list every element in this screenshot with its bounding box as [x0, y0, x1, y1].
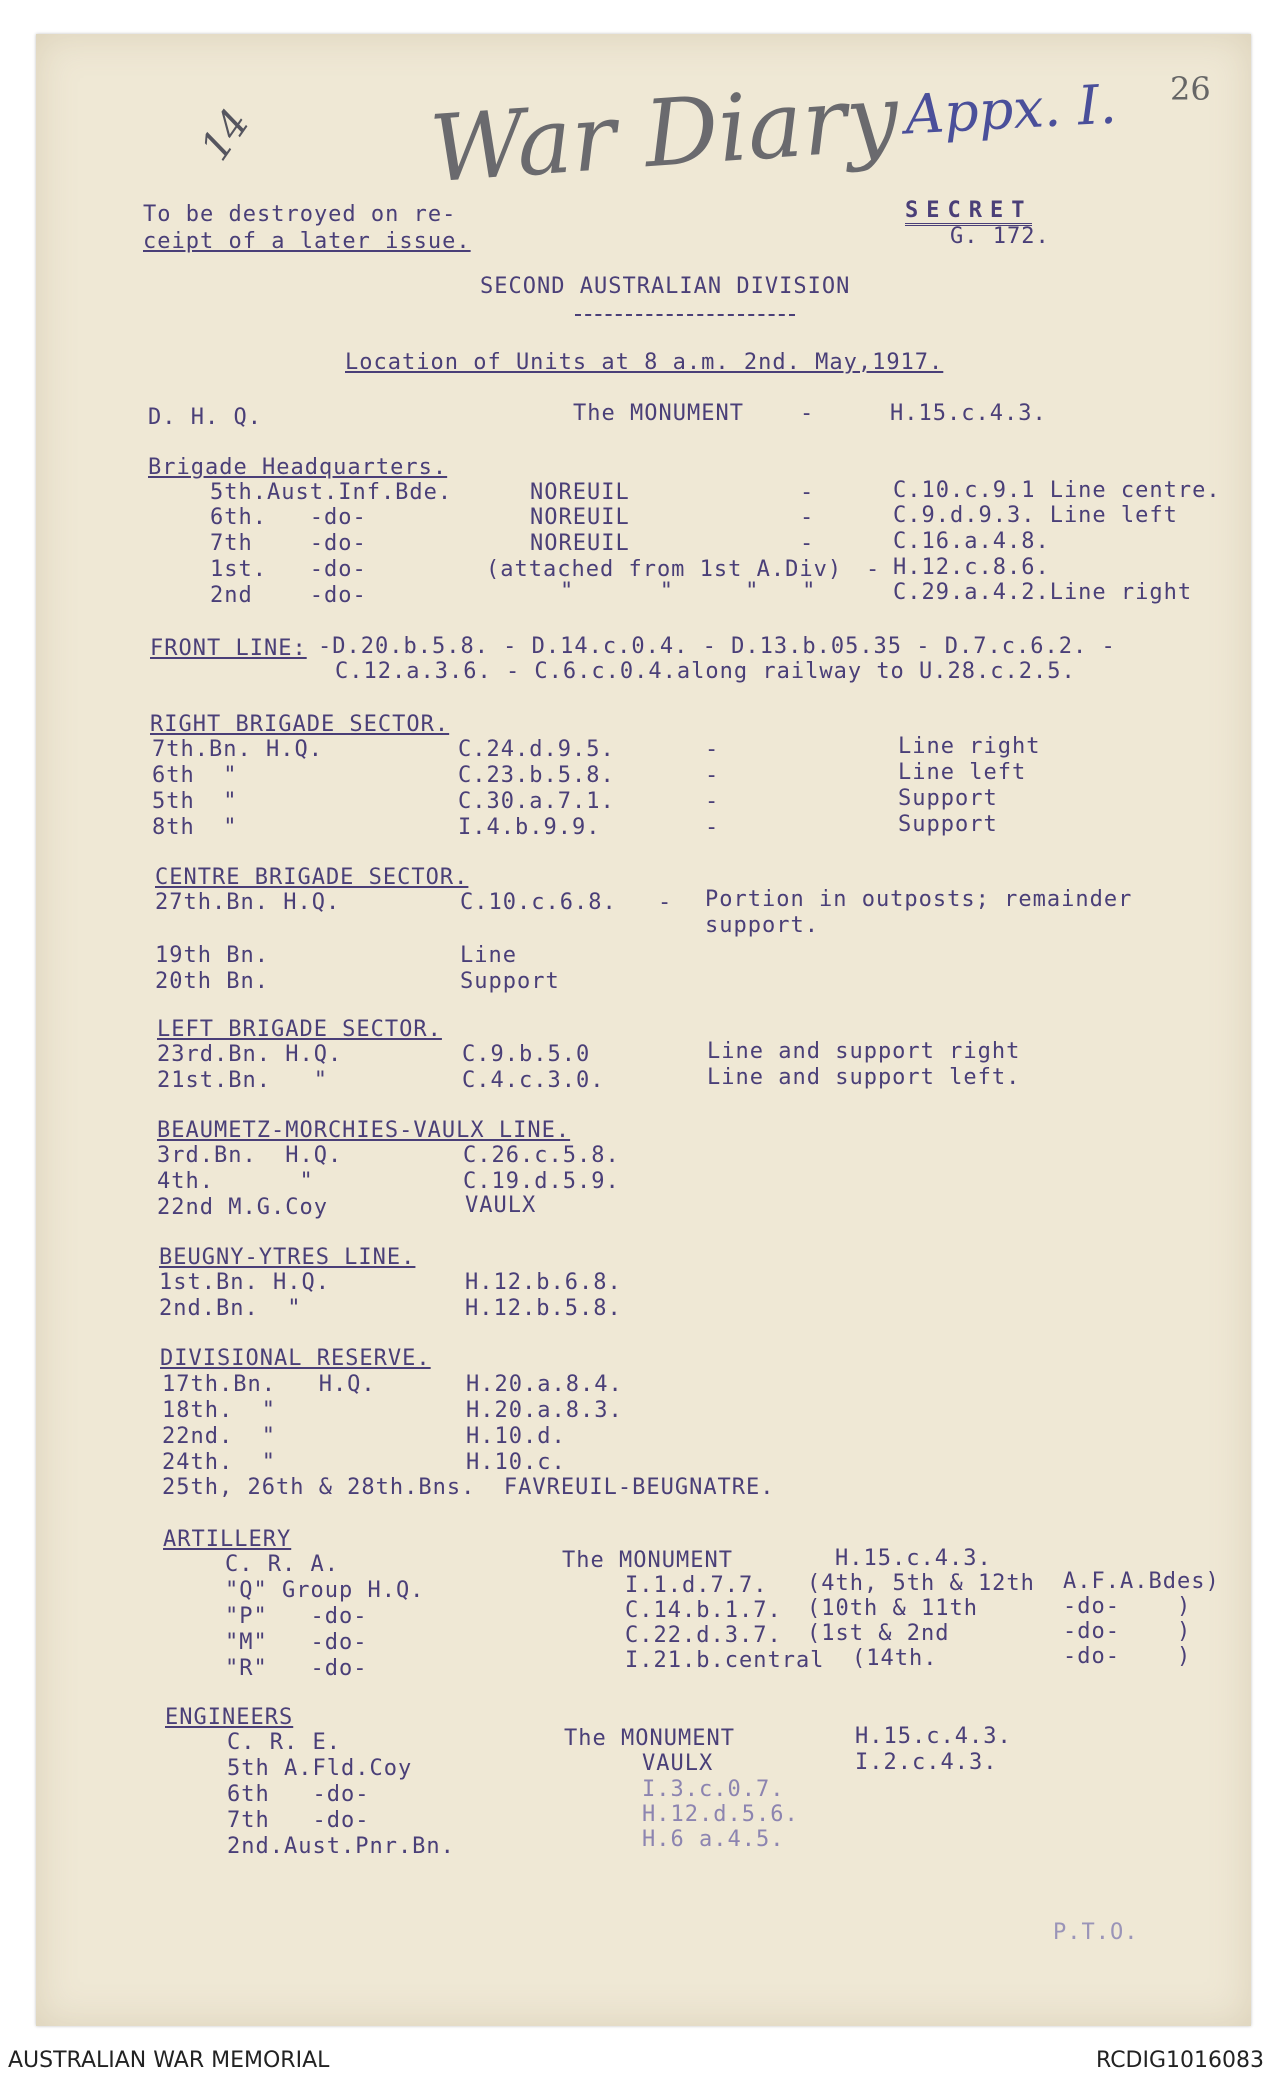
engineers-place: H.12.d.5.6. — [642, 1802, 799, 1827]
front-line-label: FRONT LINE: — [150, 636, 307, 661]
right-sector-heading: RIGHT BRIGADE SECTOR. — [150, 712, 450, 737]
engineers-ref: H.15.c.4.3. — [855, 1724, 1012, 1749]
left-role: Line and support right — [707, 1039, 1021, 1064]
centre-unit: 19th Bn. — [155, 943, 269, 968]
centre-hq-unit: 27th.Bn. H.Q. — [155, 890, 341, 915]
pto-note: P.T.O. — [1053, 1920, 1139, 1945]
destroy-notice-line1: To be destroyed on re- — [143, 202, 457, 227]
sector-role: Support — [898, 786, 998, 811]
left-ref: C.4.c.3.0. — [462, 1068, 605, 1093]
brigade-dash: - — [800, 505, 815, 530]
sector-dash: - — [705, 789, 720, 814]
by-unit: 1st.Bn. H.Q. — [159, 1270, 330, 1295]
engineers-unit: 2nd.Aust.Pnr.Bn. — [227, 1834, 455, 1859]
centre-ref: Line — [460, 943, 517, 968]
sector-dash: - — [705, 737, 720, 762]
sector-role: Line left — [898, 760, 1027, 785]
reserve-unit: 17th.Bn. H.Q. — [162, 1372, 376, 1397]
bmv-unit: 3rd.Bn. H.Q. — [157, 1143, 343, 1168]
secret-stamp: SECRET — [905, 198, 1032, 226]
left-role: Line and support left. — [707, 1065, 1021, 1090]
artillery-brigades: (1st & 2nd — [807, 1621, 950, 1646]
by-line-heading: BEUGNY-YTRES LINE. — [159, 1245, 416, 1270]
engineers-unit: 7th -do- — [227, 1808, 370, 1833]
brigade-dash: - — [866, 557, 881, 582]
reserve-unit: 22nd. " — [162, 1424, 276, 1449]
brigade-place: NOREUIL — [530, 505, 630, 530]
engineers-place: I.3.c.0.7. — [642, 1777, 785, 1802]
artillery-group: -do- ) — [1063, 1619, 1192, 1644]
artillery-unit: C. R. A. — [225, 1552, 339, 1577]
brigade-unit: 7th -do- — [210, 531, 367, 556]
reserve-unit: 24th. " — [162, 1450, 276, 1475]
handwritten-appendix: Appx. I. — [903, 72, 1118, 147]
reserve-ref: H.10.c. — [466, 1450, 566, 1475]
left-ref: C.9.b.5.0 — [462, 1042, 591, 1067]
by-ref: H.12.b.6.8. — [465, 1270, 622, 1295]
brigade-place: " " " " — [560, 579, 817, 604]
left-unit: 21st.Bn. " — [157, 1068, 328, 1093]
bmv-ref: C.19.d.5.9. — [463, 1169, 620, 1194]
sector-dash: - — [705, 763, 720, 788]
artillery-place: I.1.d.7.7. — [625, 1573, 768, 1598]
dhq-place: The MONUMENT — [573, 401, 744, 426]
division-title: SECOND AUSTRALIAN DIVISION — [480, 274, 851, 299]
handwritten-number: 14 — [192, 100, 259, 170]
div-reserve-heading: DIVISIONAL RESERVE. — [160, 1346, 431, 1371]
artillery-brigades: (4th, 5th & 12th — [807, 1571, 1035, 1596]
sector-unit: 7th.Bn. H.Q. — [152, 737, 323, 762]
brigade-dash: - — [800, 480, 815, 505]
footer-institution: AUSTRALIAN WAR MEMORIAL — [8, 2048, 330, 2073]
engineers-place: VAULX — [642, 1751, 714, 1776]
reserve-ref: H.20.a.8.4. — [466, 1372, 623, 1397]
engineers-unit: 5th A.Fld.Coy — [227, 1756, 413, 1781]
engineers-place: H.6 a.4.5. — [642, 1827, 785, 1852]
artillery-unit: "R" -do- — [225, 1656, 368, 1681]
reserve-ref: H.10.d. — [466, 1424, 566, 1449]
brigade-ref: C.29.a.4.2.Line right — [893, 580, 1193, 605]
front-line-line2: C.12.a.3.6. - C.6.c.0.4.along railway to U.28.c.2.5. — [335, 659, 1076, 684]
dhq-ref: H.15.c.4.3. — [890, 401, 1047, 426]
brigade-unit: 2nd -do- — [210, 583, 367, 608]
artillery-place: The MONUMENT — [562, 1548, 733, 1573]
sector-ref: C.24.d.9.5. — [458, 737, 615, 762]
artillery-heading: ARTILLERY — [163, 1527, 292, 1552]
destroy-notice-line2: ceipt of a later issue. — [143, 229, 471, 254]
left-unit: 23rd.Bn. H.Q. — [157, 1042, 343, 1067]
sector-unit: 5th " — [152, 789, 238, 814]
centre-hq-dash: - — [658, 890, 673, 915]
document-title: Location of Units at 8 a.m. 2nd. May,1917. — [345, 350, 944, 375]
centre-ref: Support — [460, 969, 560, 994]
artillery-unit: "Q" Group H.Q. — [225, 1578, 425, 1603]
brigade-ref: C.9.d.9.3. Line left — [893, 503, 1178, 528]
centre-unit: 20th Bn. — [155, 969, 269, 994]
brigade-place: (attached from 1st A.Div) — [486, 557, 843, 582]
reserve-last: 25th, 26th & 28th.Bns. FAVREUIL-BEUGNATRE. — [162, 1475, 775, 1500]
artillery-unit: "M" -do- — [225, 1630, 368, 1655]
sector-role: Support — [898, 812, 998, 837]
dhq-dash: - — [800, 401, 815, 426]
folio-number: 26 — [1170, 70, 1211, 108]
artillery-place: C.14.b.1.7. — [625, 1598, 782, 1623]
sector-role: Line right — [898, 734, 1041, 759]
dhq-unit: D. H. Q. — [148, 405, 262, 430]
artillery-unit: "P" -do- — [225, 1604, 368, 1629]
artillery-place: C.22.d.3.7. — [625, 1623, 782, 1648]
footer-record-id: RCDIG1016083 — [1096, 2048, 1265, 2073]
engineers-unit: 6th -do- — [227, 1782, 370, 1807]
brigade-place: NOREUIL — [530, 531, 630, 556]
artillery-group: A.F.A.Bdes) — [1063, 1569, 1220, 1594]
brigade-place: NOREUIL — [530, 480, 630, 505]
brigade-hq-heading: Brigade Headquarters. — [148, 455, 448, 480]
artillery-ref: H.15.c.4.3. — [835, 1546, 992, 1571]
by-ref: H.12.b.5.8. — [465, 1296, 622, 1321]
engineers-unit: C. R. E. — [227, 1730, 341, 1755]
bmv-unit: 22nd M.G.Coy — [157, 1195, 328, 1220]
brigade-dash: - — [800, 531, 815, 556]
front-line-line1: -D.20.b.5.8. - D.14.c.0.4. - D.13.b.05.35 - D.7.c.6.2. - — [318, 634, 1116, 659]
brigade-unit: 5th.Aust.Inf.Bde. — [210, 480, 453, 505]
brigade-unit: 6th. -do- — [210, 505, 367, 530]
sector-ref: I.4.b.9.9. — [458, 815, 601, 840]
centre-hq-role-cont: support. — [705, 913, 819, 938]
artillery-brigades: (14th. — [852, 1646, 938, 1671]
artillery-group: -do- ) — [1063, 1594, 1192, 1619]
sector-ref: C.23.b.5.8. — [458, 763, 615, 788]
bmv-line-heading: BEAUMETZ-MORCHIES-VAULX LINE. — [157, 1118, 571, 1143]
sector-unit: 6th " — [152, 763, 238, 788]
engineers-ref: I.2.c.4.3. — [855, 1750, 998, 1775]
by-unit: 2nd.Bn. " — [159, 1296, 302, 1321]
brigade-unit: 1st. -do- — [210, 557, 367, 582]
handwritten-title: War Diary — [426, 63, 902, 204]
brigade-ref: C.10.c.9.1 Line centre. — [893, 478, 1221, 503]
bmv-ref: C.26.c.5.8. — [463, 1143, 620, 1168]
brigade-ref: H.12.c.8.6. — [893, 555, 1050, 580]
document-reference: G. 172. — [950, 224, 1050, 249]
sector-ref: C.30.a.7.1. — [458, 789, 615, 814]
engineers-place: The MONUMENT — [564, 1726, 735, 1751]
brigade-ref: C.16.a.4.8. — [893, 529, 1050, 554]
division-title-rule — [575, 314, 795, 316]
centre-hq-role: Portion in outposts; remainder — [705, 887, 1133, 912]
reserve-ref: H.20.a.8.3. — [466, 1398, 623, 1423]
artillery-place: I.21.b.central — [625, 1648, 825, 1673]
artillery-brigades: (10th & 11th — [807, 1596, 978, 1621]
reserve-unit: 18th. " — [162, 1398, 276, 1423]
bmv-unit: 4th. " — [157, 1169, 314, 1194]
sector-dash: - — [705, 815, 720, 840]
artillery-group: -do- ) — [1063, 1644, 1192, 1669]
sector-unit: 8th " — [152, 815, 238, 840]
bmv-ref: VAULX — [465, 1193, 537, 1218]
engineers-heading: ENGINEERS — [165, 1705, 294, 1730]
left-sector-heading: LEFT BRIGADE SECTOR. — [157, 1017, 442, 1042]
centre-hq-ref: C.10.c.6.8. — [460, 890, 617, 915]
centre-sector-heading: CENTRE BRIGADE SECTOR. — [155, 865, 469, 890]
